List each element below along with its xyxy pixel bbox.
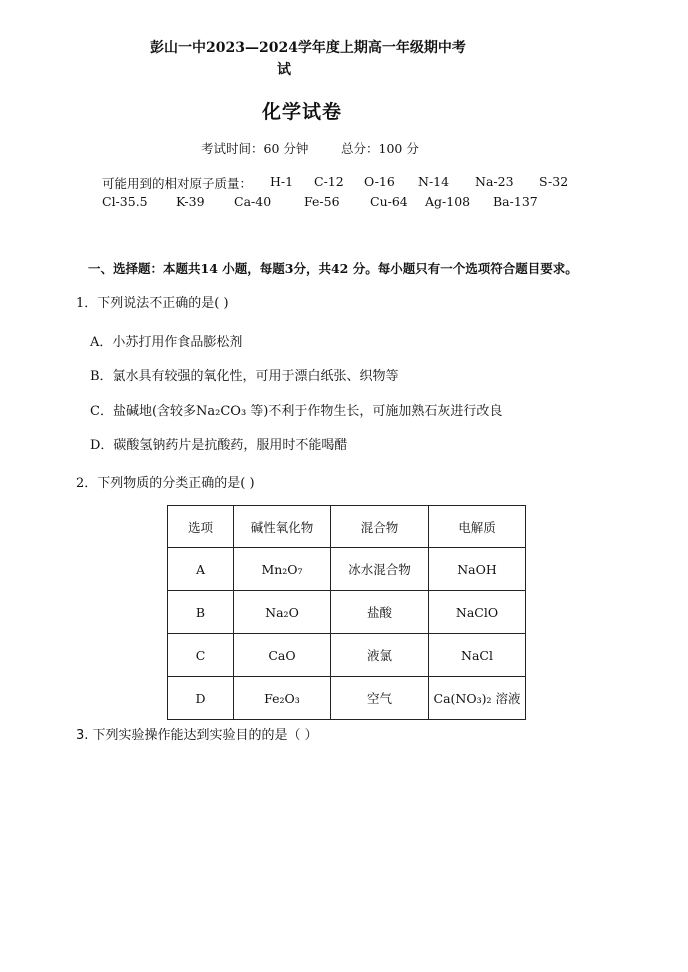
atomic-mass-item: O-16 bbox=[364, 174, 395, 189]
table-cell: 液氯 bbox=[331, 634, 429, 677]
atomic-mass-item: S-32 bbox=[539, 174, 569, 189]
table-row bbox=[168, 677, 526, 720]
exam-title-line2: 试 bbox=[277, 62, 291, 78]
table-header-cell: 选项 bbox=[168, 506, 234, 548]
table-cell: Na₂O bbox=[234, 591, 331, 634]
q1-option-c: C．盐碱地(含较多Na₂CO₃ 等)不利于作物生长，可施加熟石灰进行改良 bbox=[90, 404, 503, 419]
table-header-cell: 碱性氧化物 bbox=[234, 506, 331, 548]
total-score: 总分：100 分 bbox=[341, 141, 419, 156]
table-cell: Fe₂O₃ bbox=[234, 677, 331, 720]
section-heading: 一、选择题：本题共14 小题，每题3分，共42 分。每小题只有一个选项符合题目要求。 bbox=[88, 261, 578, 276]
table-cell: Mn₂O₇ bbox=[234, 548, 331, 591]
atomic-mass-item: Ba-137 bbox=[493, 194, 538, 209]
question-2-stem: 2．下列物质的分类正确的是( ) bbox=[76, 476, 255, 491]
atomic-mass-item: C-12 bbox=[314, 174, 344, 189]
exam-title-line1: 彭山一中2023—2024学年度上期高一年级期中考 bbox=[150, 40, 466, 56]
table-cell: NaClO bbox=[429, 591, 526, 634]
table-cell: 冰水混合物 bbox=[331, 548, 429, 591]
table-cell: B bbox=[168, 591, 234, 634]
subject-title: 化学试卷 bbox=[262, 101, 343, 123]
table-header-row bbox=[168, 506, 526, 548]
exam-time: 考试时间：60 分钟 bbox=[201, 141, 309, 156]
table-cell: Ca(NO₃)₂ 溶液 bbox=[429, 677, 526, 720]
q1-option-a: A．小苏打用作食品膨松剂 bbox=[90, 335, 243, 350]
q1-option-d: D．碳酸氢钠药片是抗酸药，服用时不能喝醋 bbox=[90, 438, 348, 453]
atomic-mass-item: Fe-56 bbox=[304, 194, 340, 209]
table-cell: 空气 bbox=[331, 677, 429, 720]
atomic-mass-item: N-14 bbox=[418, 174, 450, 189]
atomic-mass-item: H-1 bbox=[270, 174, 294, 189]
table-cell: D bbox=[168, 677, 234, 720]
atomic-mass-item: Na-23 bbox=[475, 174, 514, 189]
table-row bbox=[168, 591, 526, 634]
atomic-mass-item: Ca-40 bbox=[234, 194, 272, 209]
atomic-mass-label: 可能用到的相对原子质量： bbox=[102, 176, 253, 191]
atomic-mass-item: Cl-35.5 bbox=[102, 194, 148, 209]
atomic-mass-item: K-39 bbox=[176, 194, 205, 209]
atomic-mass-item: Cu-64 bbox=[370, 194, 408, 209]
table-header-cell: 电解质 bbox=[429, 506, 526, 548]
table-cell: NaOH bbox=[429, 548, 526, 591]
q1-option-b: B．氯水具有较强的氧化性，可用于漂白纸张、织物等 bbox=[90, 369, 399, 384]
table-cell: NaCl bbox=[429, 634, 526, 677]
table-header-cell: 混合物 bbox=[331, 506, 429, 548]
question-3-stem: 3. 下列实验操作能达到实验目的的是（ ） bbox=[76, 728, 318, 743]
table-row bbox=[168, 548, 526, 591]
table-cell: A bbox=[168, 548, 234, 591]
table-cell: C bbox=[168, 634, 234, 677]
question-1-stem: 1．下列说法不正确的是( ) bbox=[76, 296, 229, 311]
atomic-mass-item: Ag-108 bbox=[425, 194, 471, 209]
table-row bbox=[168, 634, 526, 677]
table-cell: CaO bbox=[234, 634, 331, 677]
table-cell: 盐酸 bbox=[331, 591, 429, 634]
classification-table bbox=[167, 505, 526, 720]
